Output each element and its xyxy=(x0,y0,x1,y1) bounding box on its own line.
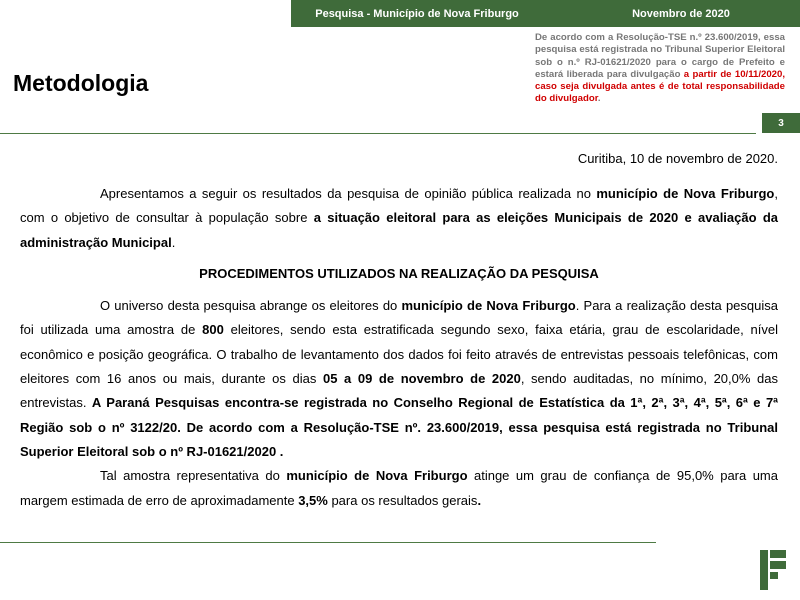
footer-divider xyxy=(0,542,656,543)
parana-pesquisas-logo-icon xyxy=(760,550,788,590)
text: atinge um grau de confiança de 95,0% para uma margem estimada de erro de aproximadamente xyxy=(20,468,778,508)
main-content xyxy=(20,182,778,513)
header-date: Novembro de 2020 xyxy=(632,7,730,20)
methodology-paragraph xyxy=(20,294,778,464)
header-divider xyxy=(0,133,756,134)
notice-text: De acordo com a Resolução-TSE n.º 23.600/2019, essa pesquisa está registrada no Tribunal Superior Eleitoral sob o n.º RJ-01621/2020 para o cargo de Prefeito e estará liberada para divulgação xyxy=(535,32,785,80)
section-heading: PROCEDIMENTOS UTILIZADOS NA REALIZAÇÃO DA PESQUISA xyxy=(199,265,599,281)
emphasis: município de Nova Friburgo xyxy=(596,186,775,201)
emphasis: a situação eleitoral para as eleições Municipais de 2020 e avaliação da administração Municipal xyxy=(20,210,778,250)
text: . Para a realização desta pesquisa foi utilizada uma amostra de xyxy=(20,298,778,338)
text: para os resultados gerais xyxy=(327,492,478,508)
emphasis: 800 xyxy=(202,322,224,338)
page-title: Metodologia xyxy=(13,70,149,96)
text: , com o objetivo de consultar à população sobre xyxy=(20,186,778,226)
text: . xyxy=(171,234,176,250)
intro-paragraph xyxy=(20,182,778,255)
emphasis: 05 a 09 de novembro de 2020 xyxy=(322,371,521,387)
emphasis: A Paraná Pesquisas encontra-se registrada no Conselho Regional de Estatística da 1ª, 2ª, 3ª, 4ª, 5ª, 6ª e 7ª Região sob o nº 3122/20. De acordo com a Resolução-TSE nº. 23.600/2019, essa pesquisa está registrada no Tribunal Superior Eleitoral sob o nº RJ-01621/2020 . xyxy=(20,395,778,459)
notice-warning: a partir de 10/11/2020, caso seja divulgada antes é de total responsabilidade do divulgador xyxy=(535,68,786,105)
page-number: 3 xyxy=(762,113,800,133)
header-bar xyxy=(291,0,800,27)
emphasis: 3,5% xyxy=(298,492,328,508)
dateline: Curitiba, 10 de novembro de 2020. xyxy=(577,151,778,166)
notice-end: . xyxy=(597,93,601,105)
text: , sendo auditadas, no mínimo, 20,0% das entrevistas. xyxy=(20,371,778,411)
emphasis: município de Nova Friburgo xyxy=(286,468,468,484)
survey-title: Pesquisa - Município de Nova Friburgo xyxy=(315,7,519,20)
confidence-paragraph xyxy=(20,464,778,513)
text: O universo desta pesquisa abrange os eleitores do xyxy=(100,298,402,314)
emphasis: . xyxy=(477,492,482,508)
text: Tal amostra representativa do xyxy=(100,468,287,484)
registration-notice xyxy=(535,32,785,106)
emphasis: município de Nova Friburgo xyxy=(401,298,576,314)
text: eleitores, sendo esta estratificada segundo sexo, faixa etária, grau de escolaridade, nível econômico e posição geográfica. O trabalho de levantamento dos dados foi feito através de entrevistas pessoais telefônicas, com eleitores com 16 anos ou mais, durante os dias xyxy=(20,322,778,387)
text: Apresentamos a seguir os resultados da pesquisa de opinião pública realizada no xyxy=(100,186,597,201)
